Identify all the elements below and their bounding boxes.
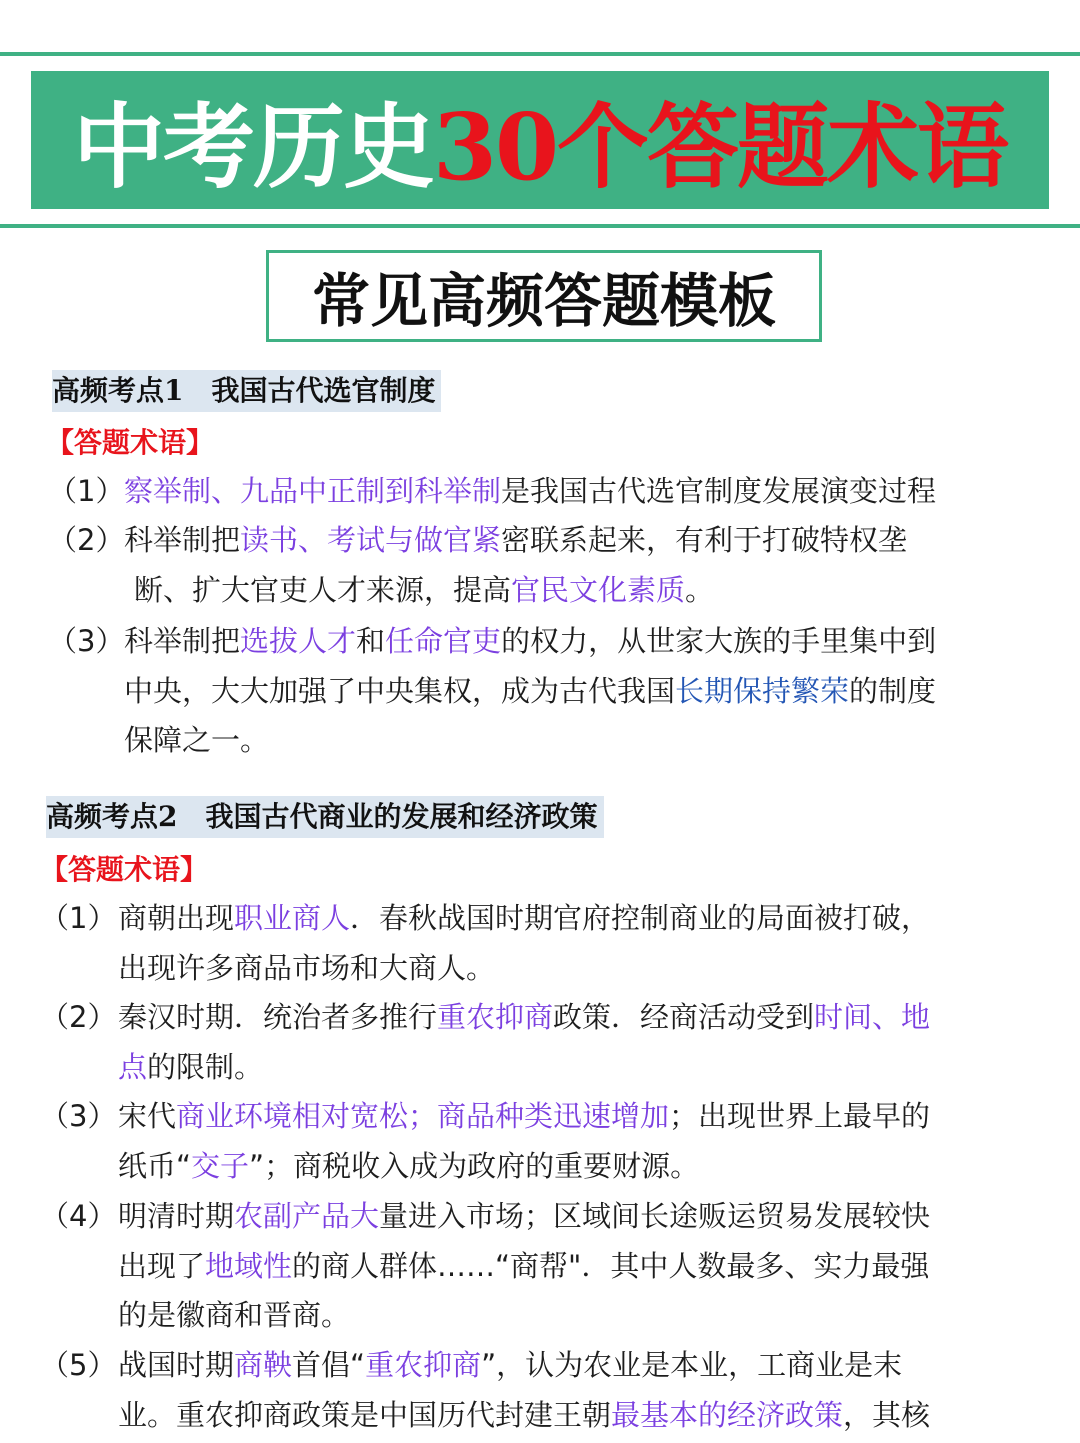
section-2-heading: 高频考点2 我国古代商业的发展和经济政策 xyxy=(46,796,604,838)
item-number: （3） xyxy=(40,1099,117,1133)
highlight-text: 交子 xyxy=(191,1148,250,1183)
body-text: 中央，大大加强了中央集权，成为古代我国 xyxy=(124,673,676,708)
highlight-text: 任命官吏 xyxy=(385,624,502,658)
highlight-text: 重农抑商 xyxy=(437,1000,554,1034)
highlight-text: 选拔人才 xyxy=(240,624,357,658)
title-part-2: 30个答题术语 xyxy=(432,93,1008,201)
highlight-text: 时间、地 xyxy=(814,1000,931,1034)
body-text: 明清时期 xyxy=(118,1199,235,1233)
item-number: （1） xyxy=(48,474,125,508)
item-line xyxy=(124,667,936,716)
title-banner xyxy=(31,71,1049,209)
body-text: 断、扩大官吏人才来源，提高 xyxy=(134,572,512,607)
body-text: 业。重农抑商政策是中国历代封建王朝 xyxy=(118,1397,612,1432)
highlight-text: 商鞅 xyxy=(234,1348,293,1382)
subtitle-box: 常见高频答题模板 xyxy=(266,250,822,342)
body-text: 宋代 xyxy=(118,1099,177,1133)
item-line xyxy=(118,1242,929,1291)
top-divider-line xyxy=(0,52,1080,56)
item-line xyxy=(118,1043,263,1092)
body-text: 首倡“ xyxy=(292,1348,366,1382)
body-text: 科举制把 xyxy=(124,624,241,658)
body-text: 科举制把 xyxy=(124,523,241,557)
body-text: 是我国古代选官制度发展演变过程 xyxy=(501,474,937,508)
body-text: 纸币“ xyxy=(118,1148,192,1183)
highlight-text: 地域性 xyxy=(205,1248,293,1283)
item-line xyxy=(118,894,930,943)
item-line xyxy=(118,1291,350,1340)
section-2-term-label: 【答题术语】 xyxy=(40,853,209,886)
item-number: （3） xyxy=(48,624,125,658)
highlight-text: 农副产品大 xyxy=(234,1199,380,1233)
item-line xyxy=(124,716,269,765)
body-text: 出现许多商品市场和大商人。 xyxy=(118,950,496,985)
highlight-text: 察举制、九品中正制到科举制 xyxy=(124,474,502,508)
body-text: ，其核 xyxy=(843,1397,931,1432)
title-part-1: 中考历史 xyxy=(72,93,433,201)
highlight-text: 长期保持繁荣 xyxy=(675,673,850,708)
body-text: 的权力，从世家大族的手里集中到 xyxy=(501,624,937,658)
highlight-text: 读书、考试与做官紧 xyxy=(240,523,502,557)
body-text: 的商人群体……“商帮"．其中人数最多、实力最强 xyxy=(292,1248,930,1283)
item-line xyxy=(118,993,930,1042)
item-line xyxy=(118,944,495,993)
item-line xyxy=(124,617,936,666)
item-number: （2） xyxy=(40,1000,117,1034)
body-text: 。 xyxy=(685,572,715,607)
item-line xyxy=(118,1192,930,1241)
item-line xyxy=(118,1092,930,1141)
body-text: ；出现世界上最早的 xyxy=(669,1099,931,1133)
body-text: 保障之一。 xyxy=(124,723,270,757)
item-line xyxy=(124,516,907,565)
highlight-text: 重农抑商 xyxy=(365,1348,482,1382)
bottom-divider-line xyxy=(0,224,1080,228)
item-number: （2） xyxy=(48,523,125,557)
body-text: 秦汉时期．统治者多推行 xyxy=(118,1000,438,1034)
body-text: ”，认为农业是本业，工商业是末 xyxy=(481,1348,903,1382)
highlight-text: 点 xyxy=(118,1049,148,1084)
highlight-text: 职业商人 xyxy=(234,901,351,935)
highlight-text: 最基本的经济政策 xyxy=(611,1397,844,1432)
body-text: 战国时期 xyxy=(118,1348,235,1382)
item-line xyxy=(118,1391,930,1440)
body-text: ．春秋战国时期官府控制商业的局面被打破， xyxy=(350,901,931,935)
highlight-text: 商业环境相对宽松；商品种类迅速增加 xyxy=(176,1099,670,1133)
body-text: 的是徽商和晋商。 xyxy=(118,1298,351,1332)
section-1-term-label: 【答题术语】 xyxy=(46,426,215,459)
body-text: 密联系起来，有利于打破特权垄 xyxy=(501,523,908,557)
body-text: 的制度 xyxy=(849,673,937,708)
item-line xyxy=(134,566,714,615)
body-text: 出现了 xyxy=(118,1248,206,1283)
body-text: 和 xyxy=(356,624,386,658)
item-number: （4） xyxy=(40,1199,117,1233)
item-number: （5） xyxy=(40,1348,117,1382)
item-line xyxy=(124,467,936,516)
body-text: 商朝出现 xyxy=(118,901,235,935)
section-1-heading: 高频考点1 我国古代选官制度 xyxy=(52,370,441,412)
item-line xyxy=(118,1142,699,1191)
body-text: ”；商税收入成为政府的重要财源。 xyxy=(249,1148,700,1183)
body-text: 量进入市场；区域间长途贩运贸易发展较快 xyxy=(379,1199,931,1233)
item-number: （1） xyxy=(40,901,117,935)
highlight-text: 官民文化素质 xyxy=(511,572,686,607)
body-text: 政策．经商活动受到 xyxy=(553,1000,815,1034)
item-line xyxy=(118,1341,902,1390)
body-text: 的限制。 xyxy=(147,1049,264,1084)
